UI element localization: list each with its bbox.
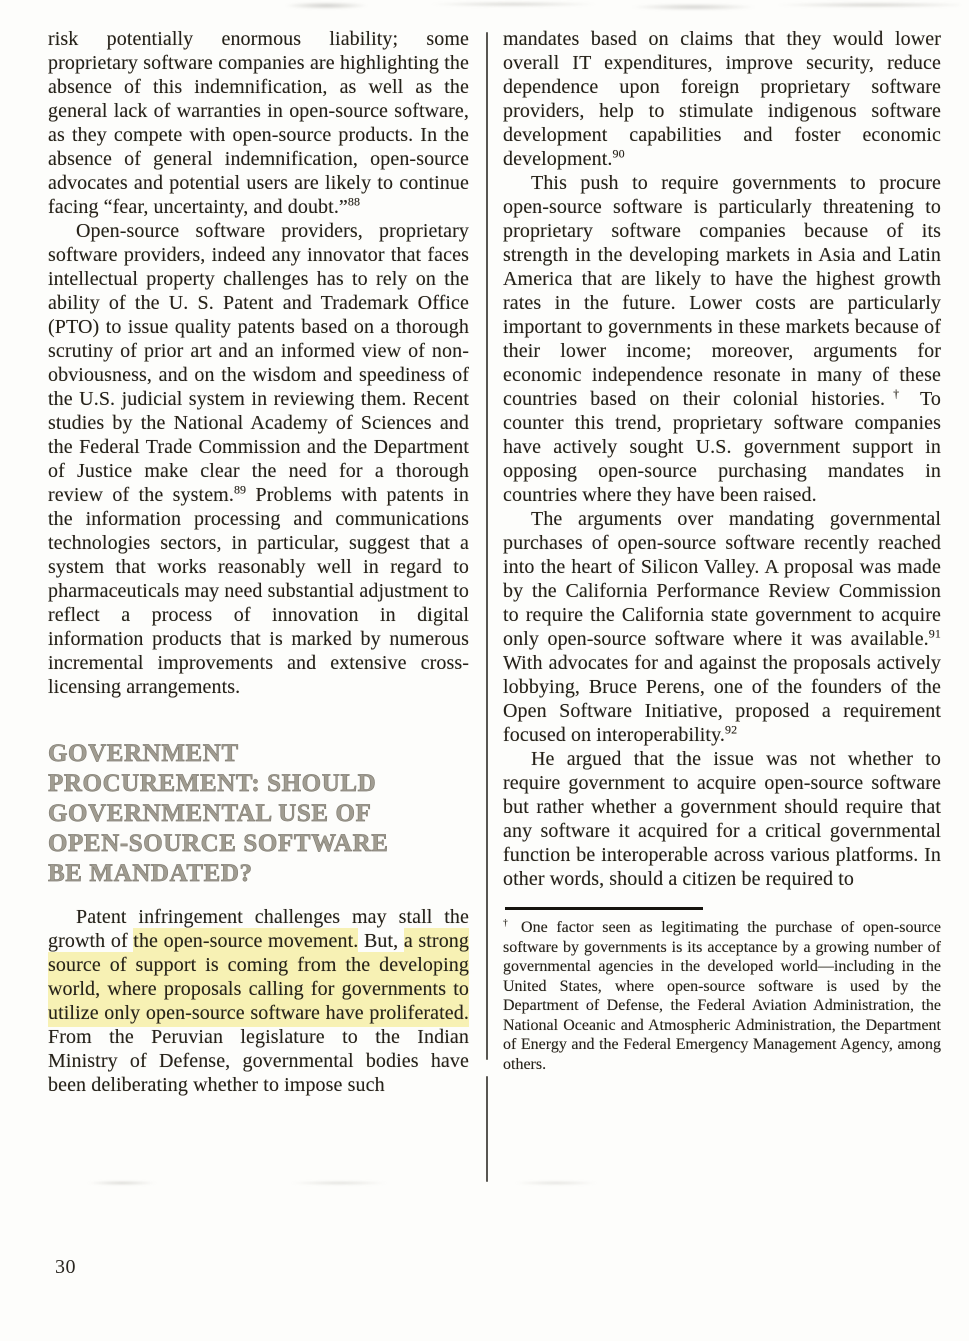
- footnote-text: [503, 918, 941, 1074]
- text-segment: To counter this trend, proprietary software companies have actively sought U.S. government support in opposing open-source purchasing mandates in countries where they have been raised.: [503, 388, 941, 506]
- text-segment: But,: [358, 930, 404, 952]
- footnote-separator-rule: [505, 907, 703, 910]
- right-column-text: [503, 27, 941, 891]
- paragraph: [48, 219, 469, 699]
- superscript-ref: †: [503, 917, 513, 929]
- section-heading: [48, 739, 469, 889]
- column-divider-rule: [486, 32, 488, 1060]
- section-heading-line: PROCUREMENT: SHOULD: [48, 770, 377, 797]
- paragraph: [503, 27, 941, 171]
- column-divider-rule-lower: [486, 1076, 488, 1182]
- superscript-ref: 88: [347, 194, 361, 209]
- scan-artifact-bottom: [60, 1178, 680, 1188]
- superscript-ref: 91: [928, 626, 941, 641]
- text-segment: With advocates for and against the proposals actively lobbying, Bruce Perens, one of the founders of the Open Software Initiative, proposed a requirement focused on interoperability.: [503, 652, 941, 746]
- section-heading-line: OPEN-SOURCE SOFTWARE: [48, 830, 389, 857]
- text-segment: Problems with patents in the information processing and communications technologies sectors, in particular, suggest that a system that works reasonably well in regard to pharmaceuticals may need substantial adjustment to reflect a process of innovation in digital information products that is marked by numerous incremental improvements and extensive cross-licensing arrangements.: [48, 484, 469, 698]
- scan-artifact-top: [240, 0, 960, 14]
- text-segment: Open-source software providers, proprietary software providers, indeed any innovator that faces intellectual property challenges has to rely on the ability of the U. S. Patent and Trademark Office (PTO) to issue quality patents based on a thorough scrutiny of prior art and an informed view of non-obviousness, and on the wisdom and speediness of the U.S. judicial system in reviewing them. Recent studies by the National Academy of Sciences and the Federal Trade Commission and the Department of Justice make clear the need for a thorough review of the system.: [48, 220, 469, 506]
- text-segment: This push to require governments to procure open-source software is particularly threatening to proprietary software companies because of its strength in the developing markets in Asia and Latin America that are likely to have the highest growth rates in the future. Lower costs are particularly important to governments in these markets because of their lower income; moreover, arguments for economic independence resonate in many of these countries based on their colonial histories.: [503, 172, 941, 410]
- page-number: 30: [55, 1256, 76, 1278]
- paragraph: [503, 747, 941, 891]
- paragraph: [503, 507, 941, 747]
- right-column: [503, 27, 941, 1074]
- text-segment: He argued that the issue was not whether to require government to acquire open-source software but rather whether a government should require that any software it acquired for a critical governmental function be interoperable across various platforms. In other words, should a citizen be required to: [503, 748, 941, 890]
- superscript-ref: 90: [612, 146, 625, 161]
- section-heading-line: GOVERNMENT: [48, 740, 239, 767]
- text-segment: risk potentially enormous liability; some proprietary software companies are highlighting the absence of this indemnification, as well as the general lack of warranties in open-source software, as they compete with open-source products. In the absence of general indemnification, open-source advocates and potential users are likely to continue facing “fear, uncertainty, and doubt.”: [48, 28, 469, 218]
- highlighted-text: a strong source of support is coming from the developing world, where proposals calling for governments to utilize only open-source software have proliferated.: [48, 928, 469, 1027]
- text-segment: The arguments over mandating governmental purchases of open-source software recently reached into the heart of Silicon Valley. A proposal was made by the California Performance Review Commission to require the California state government to acquire only open-source software where it was available.: [503, 508, 941, 650]
- section-heading-line: BE MANDATED?: [48, 860, 253, 887]
- text-segment: mandates based on claims that they would lower overall IT expenditures, improve security, reduce dependence upon foreign proprietary software providers, help to stimulate indigenous software development capabilities and foster economic development.: [503, 28, 941, 170]
- paragraph: [48, 905, 469, 1097]
- highlighted-text: the open-source movement.: [133, 928, 358, 955]
- text-segment: Patent infringement challenges may stall the growth of: [48, 906, 469, 952]
- text-segment: From the Peruvian legislature to the Indian Ministry of Defense, governmental bodies have been deliberating whether to impose such: [48, 1026, 469, 1096]
- text-segment: One factor seen as legitimating the purchase of open-source software by governments is its acceptance by a growing number of governmental agencies in the developed world—including in the United States, where open-source software is used by the Department of Defense, the Federal Aviation Administration, the National Oceanic and Atmospheric Administration, the Department of Energy and the Federal Emergency Management Agency, among others.: [503, 919, 941, 1073]
- left-column-bottom-text: [48, 905, 469, 1097]
- paragraph: [503, 171, 941, 507]
- paragraph: [503, 918, 941, 1074]
- left-column-top-text: [48, 27, 469, 699]
- paragraph: [48, 27, 469, 219]
- left-column: [48, 27, 469, 1097]
- superscript-ref: 89: [233, 482, 247, 497]
- superscript-ref: †: [885, 386, 908, 401]
- superscript-ref: 92: [725, 722, 738, 737]
- section-heading-line: GOVERNMENTAL USE OF: [48, 800, 372, 827]
- footnote-block: [503, 907, 941, 1074]
